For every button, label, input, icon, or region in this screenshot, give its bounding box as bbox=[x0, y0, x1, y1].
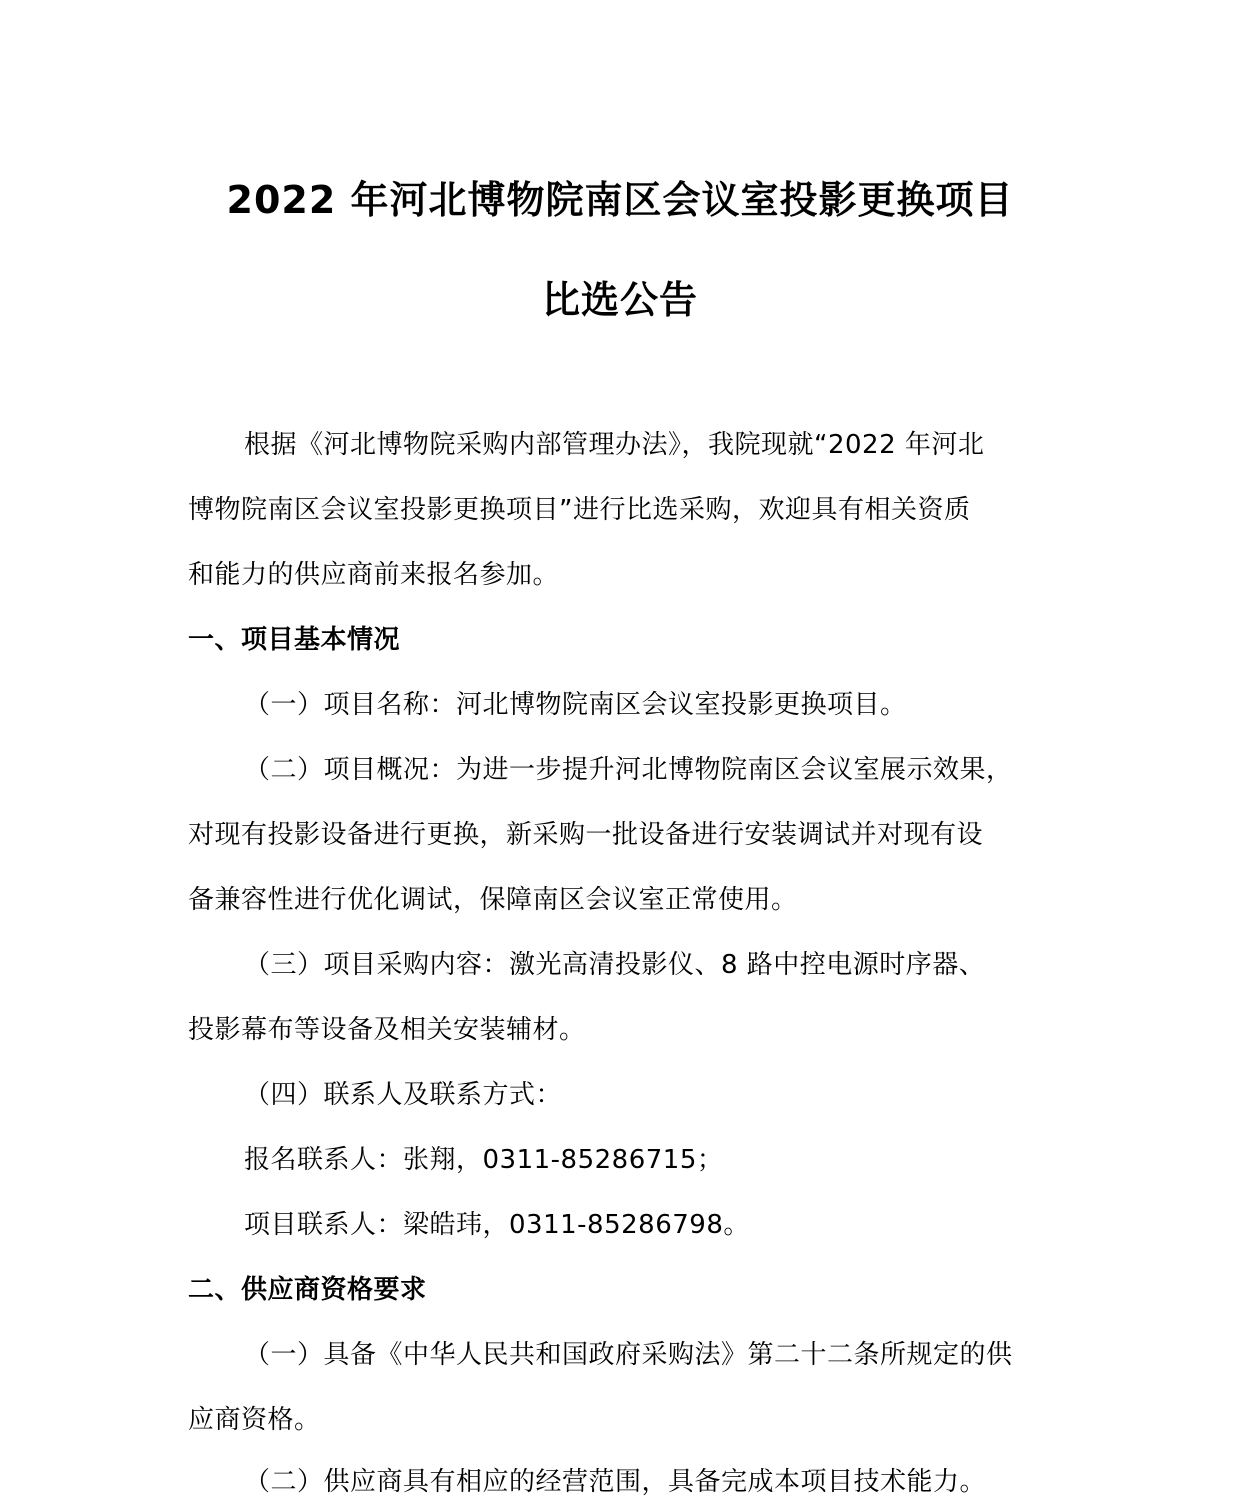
document-title-line-1: 2022 年河北博物院南区会议室投影更换项目 bbox=[226, 178, 1014, 222]
intro-paragraph-line: 博物院南区会议室投影更换项目”进行比选采购，欢迎具有相关资质 bbox=[188, 495, 971, 525]
section-1-item-1: （一）项目名称：河北博物院南区会议室投影更换项目。 bbox=[244, 690, 907, 720]
section-1-item-4: （四）联系人及联系方式： bbox=[244, 1080, 563, 1110]
section-2-item-1-line: 应商资格。 bbox=[188, 1405, 321, 1435]
intro-paragraph-line: 根据《河北博物院采购内部管理办法》，我院现就“2022 年河北 bbox=[244, 430, 985, 460]
section-2-item-2: （二）供应商具有相应的经营范围，具备完成本项目技术能力。 bbox=[244, 1467, 987, 1497]
section-1-item-2-line: （二）项目概况：为进一步提升河北博物院南区会议室展示效果， bbox=[244, 755, 1013, 785]
intro-paragraph-line: 和能力的供应商前来报名参加。 bbox=[188, 560, 560, 590]
section-1-item-2-line: 对现有投影设备进行更换，新采购一批设备进行安装调试并对现有设 bbox=[188, 820, 984, 850]
section-2-heading: 二、供应商资格要求 bbox=[188, 1275, 427, 1305]
section-1-item-3-line: （三）项目采购内容：激光高清投影仪、8 路中控电源时序器、 bbox=[244, 950, 986, 980]
document-title-line-2: 比选公告 bbox=[541, 278, 698, 322]
section-1-heading: 一、项目基本情况 bbox=[188, 625, 401, 655]
registration-contact: 报名联系人：张翔，0311-85286715； bbox=[244, 1145, 724, 1175]
section-2-item-1-line: （一）具备《中华人民共和国政府采购法》第二十二条所规定的供 bbox=[244, 1340, 1013, 1370]
section-1-item-3-line: 投影幕布等设备及相关安装辅材。 bbox=[188, 1015, 586, 1045]
section-1-item-2-line: 备兼容性进行优化调试，保障南区会议室正常使用。 bbox=[188, 885, 798, 915]
project-contact: 项目联系人：梁皓玮，0311-85286798。 bbox=[244, 1210, 750, 1240]
